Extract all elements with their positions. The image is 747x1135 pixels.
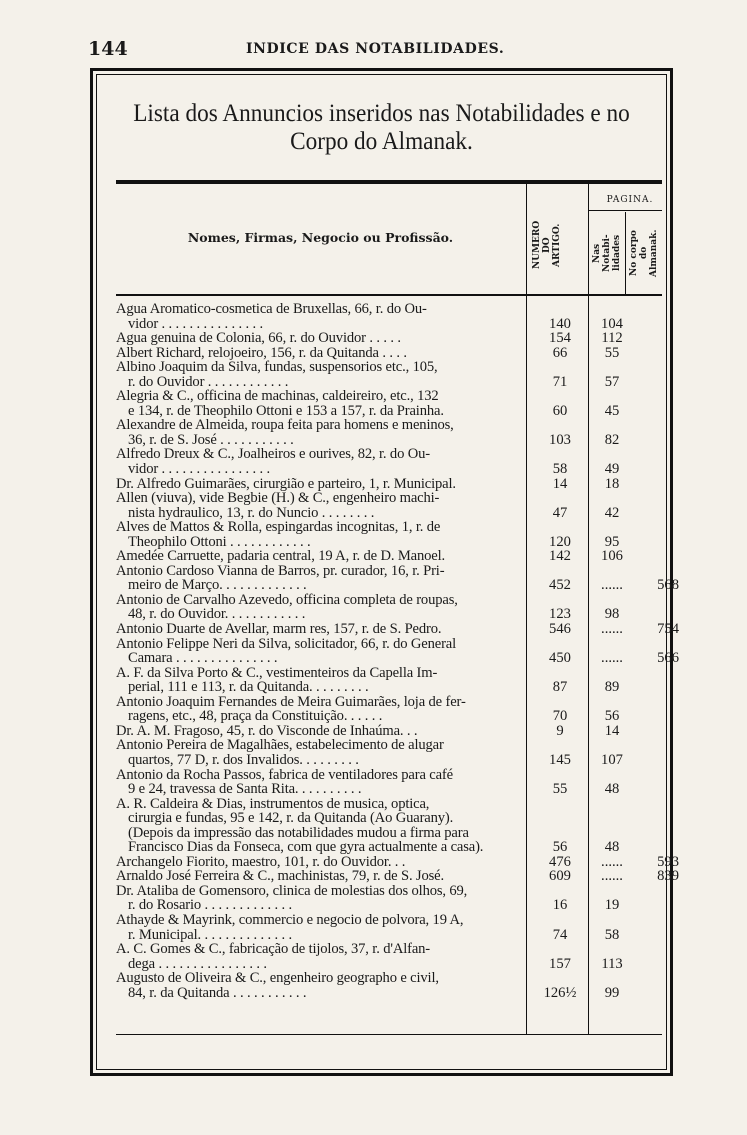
article-number: 55: [552, 781, 568, 798]
article-number: 9: [556, 722, 564, 739]
article-number: 452: [549, 577, 571, 594]
entry-text: Alexandre de Almeida, roupa feita para homens e meninos,: [116, 417, 454, 434]
entry-text: Antonio Duarte de Avellar, marm res, 157, r. de S. Pedro.: [116, 621, 442, 638]
notabilidades-page: 48: [604, 781, 620, 798]
entry-text: Arnaldo José Ferreira & C., machinistas, 79, r. de S. José.: [116, 868, 444, 885]
article-number: 154: [549, 330, 571, 347]
article-number: 16: [552, 897, 568, 914]
running-title: INDICE DAS NOTABILIDADES.: [246, 41, 505, 57]
list-item: [116, 868, 679, 885]
entry-continuation: r. do Ouvidor . . . . . . . . . . . .: [128, 373, 289, 390]
notabilidades-page: 113: [601, 955, 623, 972]
article-number: 450: [549, 650, 571, 667]
notabilidades-page: 58: [604, 926, 620, 943]
entry-continuation: 84, r. da Quitanda . . . . . . . . . . .: [128, 984, 307, 1001]
list-item: [116, 418, 664, 447]
entry-list: [116, 301, 679, 1001]
article-number: 546: [549, 621, 571, 638]
article-number: 47: [552, 504, 568, 521]
list-item: [116, 477, 664, 492]
entry-text: Antonio da Rocha Passos, fabrica de ventiladores para café: [116, 766, 453, 783]
pagina-rule: [588, 210, 662, 211]
entry-text: Athayde & Mayrink, commercio e negocio de polvora, 19 A,: [116, 911, 464, 928]
list-item: [116, 695, 664, 724]
notabilidades-page: 45: [604, 402, 620, 419]
header-rule-bottom: [116, 294, 662, 296]
article-number: 14: [552, 475, 568, 492]
entry-continuation: vidor . . . . . . . . . . . . . . .: [128, 315, 264, 332]
entry-continuation: Camara . . . . . . . . . . . . . . .: [128, 650, 278, 667]
article-number: 103: [549, 431, 571, 448]
list-item: [116, 666, 664, 695]
entry-continuation: r. do Rosario . . . . . . . . . . . . .: [128, 897, 293, 914]
notabilidades-page: ......: [601, 650, 623, 667]
entry-continuation: Francisco Dias da Fonseca, com que gyra actualmente a casa).: [128, 839, 484, 856]
entry-text: A. F. da Silva Porto & C., vestimenteiros da Capella Im-: [116, 664, 438, 681]
header-rule-top: [116, 180, 662, 184]
list-item: [116, 913, 664, 942]
notabilidades-page: 107: [601, 751, 623, 768]
list-item: [116, 520, 664, 549]
notabilidades-page: 57: [604, 373, 620, 390]
article-number: 140: [549, 315, 571, 332]
corpo-column-header: No corpo do Almanak.: [629, 229, 659, 277]
article-number: 71: [552, 373, 568, 390]
entry-continuation: cirurgia e fundas, 95 e 142, r. da Quitanda (Ao Guarany).: [128, 810, 454, 827]
article-number: 58: [552, 461, 568, 478]
notabilidades-page: 106: [601, 548, 623, 565]
bottom-rule: [116, 1034, 662, 1035]
list-item: [116, 562, 679, 594]
list-item: [116, 621, 679, 638]
entry-text: A. C. Gomes & C., fabricação de tijolos, 37, r. d'Alfan-: [116, 941, 431, 958]
notabilidades-page: 82: [604, 431, 620, 448]
article-number: 70: [552, 708, 568, 725]
entry-text: Agua Aromatico-cosmetica de Bruxellas, 66, r. do Ou-: [116, 301, 427, 317]
page-number: 144: [88, 38, 128, 60]
entry-text: Dr. Ataliba de Gomensoro, clinica de molestias dos olhos, 69,: [116, 882, 468, 899]
article-number: 157: [549, 955, 571, 972]
article-number: 56: [552, 839, 568, 856]
notabilidades-page: 112: [601, 330, 623, 347]
entry-text: Antonio Cardoso Vianna de Barros, pr. curador, 16, r. Pri-: [116, 562, 445, 579]
entry-continuation: r. Municipal. . . . . . . . . . . . . .: [128, 926, 292, 943]
entry-text: Archangelo Fiorito, maestro, 101, r. do Ouvidor. . .: [116, 853, 406, 870]
list-item: [116, 738, 664, 767]
page-title: [120, 100, 644, 156]
notabilidades-page: 98: [604, 606, 620, 623]
notabilidades-page: ......: [601, 853, 623, 870]
notabilidades-page: 99: [604, 984, 620, 1001]
entry-text: Alves de Mattos & Rolla, espingardas incognitas, 1, r. de: [116, 519, 441, 536]
article-number: 476: [549, 853, 571, 870]
entry-text: Alegria & C., officina de machinas, caldeireiro, etc., 132: [116, 388, 439, 405]
entry-continuation: perial, 111 e 113, r. da Quitanda. . . . . . . . .: [128, 679, 369, 696]
corpo-page: 568: [657, 577, 679, 594]
entry-text: Antonio Pereira de Magalhães, estabelecimento de alugar: [116, 737, 444, 754]
list-item: [116, 360, 664, 389]
entry-continuation: 9 e 24, travessa de Santa Rita. . . . . . . . . .: [128, 781, 362, 798]
entry-text: Albino Joaquim da Silva, fundas, suspensorios etc., 105,: [116, 359, 438, 376]
article-number: 142: [549, 548, 571, 565]
entry-text: Albert Richard, relojoeiro, 156, r. da Quitanda . . . .: [116, 344, 407, 361]
notabilidades-page: 104: [601, 315, 623, 332]
entry-continuation: 36, r. de S. José . . . . . . . . . . .: [128, 431, 294, 448]
list-item: [116, 491, 664, 520]
list-item: [116, 853, 679, 870]
entry-continuation: ragens, etc., 48, praça da Constituição. . . . . .: [128, 708, 383, 725]
notabilidades-page: ......: [601, 868, 623, 885]
notabilidades-page: 56: [604, 708, 620, 725]
list-item: [116, 884, 664, 913]
title-line-1: Lista dos Annuncios inseridos nas Notabilidades e no: [133, 100, 630, 127]
entry-continuation: quartos, 77 D, r. dos Invalidos. . . . . . . . .: [128, 751, 359, 768]
names-column-header: Nomes, Firmas, Negocio ou Profissão.: [187, 230, 454, 245]
list-item: [116, 346, 664, 361]
list-item: [116, 768, 664, 797]
article-number: 145: [549, 751, 571, 768]
entry-text: Antonio Joaquim Fernandes de Meira Guimarães, loja de fer-: [116, 693, 466, 710]
entry-continuation: (Depois da impressão das notabilidades mudou a firma para: [128, 824, 469, 841]
list-item: [116, 447, 664, 476]
pagina-column-header: PAGINA.: [606, 195, 654, 205]
entry-continuation: meiro de Março. . . . . . . . . . . . .: [128, 577, 307, 594]
corpo-page: 839: [657, 868, 679, 885]
notabilidades-page: ......: [601, 621, 623, 638]
notabilidades-page: 48: [604, 839, 620, 856]
entry-text: Alfredo Dreux & C., Joalheiros e ourives, 82, r. do Ou-: [116, 446, 430, 463]
corpo-page: 593: [657, 853, 679, 870]
entry-continuation: vidor . . . . . . . . . . . . . . . .: [128, 461, 271, 478]
list-item: [116, 331, 664, 346]
list-item: [116, 971, 664, 1000]
notabilidades-column-header: Nas Notabi- lidades: [592, 234, 622, 272]
running-head: [88, 38, 668, 60]
entry-continuation: dega . . . . . . . . . . . . . . . .: [128, 955, 267, 972]
corpo-page: 754: [657, 621, 679, 638]
entry-continuation: nista hydraulico, 13, r. do Nuncio . . . . . . . .: [128, 504, 375, 521]
article-number: 66: [552, 344, 568, 361]
list-item: [116, 302, 664, 331]
entry-text: Augusto de Oliveira & C., engenheiro geographo e civil,: [116, 970, 439, 987]
entry-continuation: 48, r. do Ouvidor. . . . . . . . . . . .: [128, 606, 306, 623]
entry-text: Dr. A. M. Fragoso, 45, r. do Visconde de Inhaúma. . .: [116, 722, 418, 739]
notabilidades-page: 18: [604, 475, 620, 492]
entry-text: Allen (viuva), vide Begbie (H.) & C., engenheiro machi-: [116, 490, 440, 507]
notabilidades-page: 55: [604, 344, 620, 361]
entry-text: Dr. Alfredo Guimarães, cirurgião e parteiro, 1, r. Municipal.: [116, 475, 456, 492]
notabilidades-page: 49: [604, 461, 620, 478]
list-item: [116, 942, 664, 971]
list-item: [116, 797, 664, 855]
entry-text: Amedée Carruette, padaria central, 19 A, r. de D. Manoel.: [116, 548, 446, 565]
entry-text: A. R. Caldeira & Dias, instrumentos de musica, optica,: [116, 795, 430, 812]
numero-column-header: NUMERO DO ARTIGO.: [532, 220, 562, 270]
list-item: [116, 593, 664, 622]
notabilidades-page: 19: [604, 897, 620, 914]
list-item: [116, 549, 664, 564]
article-number: 609: [549, 868, 571, 885]
entry-text: Antonio Felippe Neri da Silva, solicitador, 66, r. do General: [116, 635, 457, 652]
article-number: 74: [552, 926, 568, 943]
notabilidades-page: 14: [604, 722, 620, 739]
article-number: 120: [549, 533, 571, 550]
notabilidades-page: 95: [604, 533, 620, 550]
list-item: [116, 724, 664, 739]
notabilidades-page: ......: [601, 577, 623, 594]
entry-continuation: Theophilo Ottoni . . . . . . . . . . . .: [128, 533, 311, 550]
entry-text: Antonio de Carvalho Azevedo, officina completa de roupas,: [116, 591, 458, 608]
article-number: 60: [552, 402, 568, 419]
notabilidades-page: 89: [604, 679, 620, 696]
list-item: [116, 389, 664, 418]
article-number: 126½: [543, 984, 577, 1001]
entry-continuation: e 134, r. de Theophilo Ottoni e 153 a 157, r. da Prainha.: [128, 402, 444, 419]
title-line-2: Corpo do Almanak.: [290, 128, 473, 155]
entry-text: Agua genuina de Colonia, 66, r. do Ouvidor . . . . .: [116, 330, 401, 347]
column-divider-3: [625, 212, 626, 294]
corpo-page: 566: [657, 650, 679, 667]
notabilidades-page: 42: [604, 504, 620, 521]
article-number: 87: [552, 679, 568, 696]
article-number: 123: [549, 606, 571, 623]
list-item: [116, 635, 679, 667]
